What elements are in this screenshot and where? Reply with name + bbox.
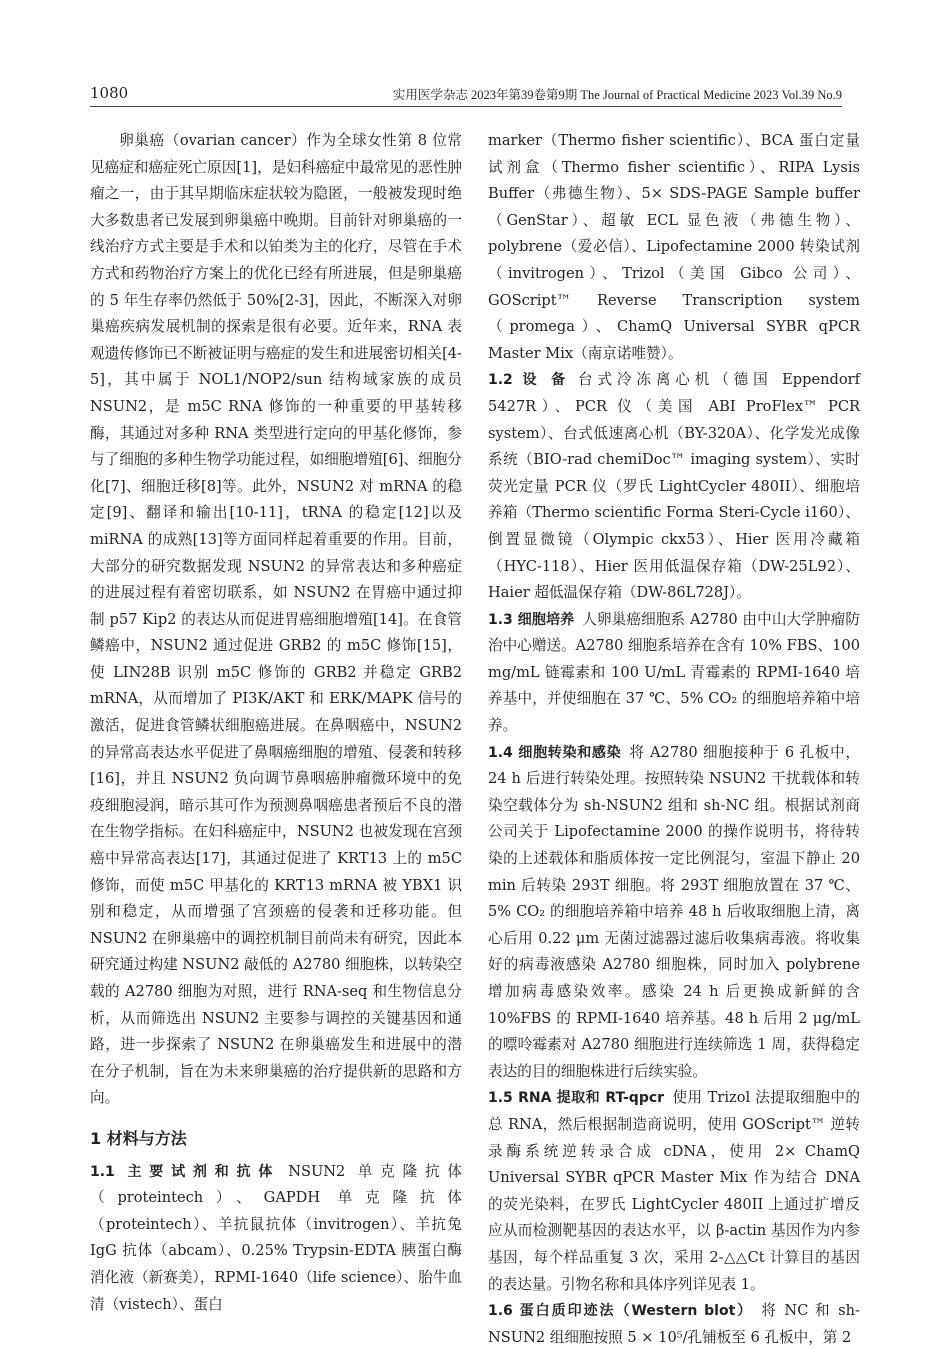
subsection-1-6-heading: 1.6 蛋白质印迹法（Western blot） [488, 1303, 754, 1320]
subsection-1-2-heading: 1.2 设 备 [488, 372, 571, 389]
page-number: 1080 [90, 84, 129, 102]
subsection-1-1-text: NSUN2 单克隆抗体（proteintech）、GAPDH 单克隆抗体（proteintech）、羊抗鼠抗体（invitrogen）、羊抗兔 IgG 抗体（abcam）、0.25% Trypsin-EDTA 胰蛋白酶消化液（新赛美），RPMI-1640（life science）、胎牛血清（vistech）、蛋白 [90, 1162, 462, 1313]
subsection-1-4-heading: 1.4 细胞转染和感染 [488, 744, 622, 761]
page-header [90, 84, 842, 107]
section-title-methods: 1 材料与方法 [90, 1128, 187, 1148]
journal-info: 实用医学杂志 2023年第39卷第9期 The Journal of Practical Medicine 2023 Vol.39 No.9 [392, 88, 842, 102]
left-column [90, 128, 462, 1328]
subsection-1-3-heading: 1.3 细胞培养 [488, 611, 575, 628]
subsection-1-5-text: 使用 Trizol 法提取细胞中的总 RNA，然后根据制造商说明，使用 GOScript™ 逆转录酶系统逆转录合成 cDNA，使用 2× ChamQ Universal SYBR qPCR Master Mix 作为结合 DNA 的荧光染料，在罗氏 LightCycler 480II 上通过扩增反应从而检测靶基因的表达水平，以 β-actin 基因作为内参基因，每个样品重复 3 次，采用 2-△△Ct 计算目的基因的表达量。引物名称和具体序列详见表 1。 [488, 1089, 860, 1293]
intro-paragraph: 卵巢癌（ovarian cancer）作为全球女性第 8 位常见癌症和癌症死亡原因[1]，是妇科癌症中最常见的恶性肿瘤之一，由于其早期临床症状较为隐匿，一般被发现时绝大多数患者已发展到卵巢癌中晚期。目前针对卵巢癌的一线治疗方式主要是手术和以铂类为主的化疗，尽管在手术方式和药物治疗方案上的优化已经有所进展，但是卵巢癌的 5 年生存率仍然低于 50%[2-3]，因此，不断深入对卵巢癌疾病发展机制的探索是很有必要。近年来，RNA 表观遗传修饰已不断被证明与癌症的发生和进展密切相关[4-5]，其中属于 NOL1/NOP2/sun 结构域家族的成员 NSUN2，是 m5C RNA 修饰的一种重要的甲基转移酶，其通过对多种 RNA 类型进行定向的甲基化修饰，参与了细胞的多种生物学功能过程，如细胞增殖[6]、细胞分化[7]、细胞迁移[8]等。此外，NSUN2 对 mRNA 的稳定[9]、翻译和输出[10-11]，tRNA 的稳定[12]以及 miRNA 的成熟[13]等方面同样起着重要的作用。目前，大部分的研究数据发现 NSUN2 的异常表达和多种癌症的进展过程有着密切联系，如 NSUN2 在胃癌中通过抑制 p57 Kip2 的表达从而促进胃癌细胞增殖[14]。在食管鳞癌中，NSUN2 通过促进 GRB2 的 m5C 修饰[15]，使 LIN28B 识别 m5C 修饰的 GRB2 并稳定 GRB2 mRNA，从而增加了 PI3K/AKT 和 ERK/MAPK 信号的激活，促进食管鳞状细胞癌进展。在鼻咽癌中，NSUN2 的异常高表达水平促进了鼻咽癌细胞的增殖、侵袭和转移[16]，并且 NSUN2 负向调节鼻咽癌肿瘤微环境中的免疫细胞浸润，暗示其可作为预测鼻咽癌患者预后不良的潜在生物学指标。在妇科癌症中，NSUN2 也被发现在宫颈癌中异常高表达[17]，其通过促进了 KRT13 上的 m5C 修饰，而使 m5C 甲基化的 KRT13 mRNA 被 YBX1 识别和稳定，从而增强了宫颈癌的侵袭和迁移功能。但 NSUN2 在卵巢癌中的调控机制目前尚未有研究，因此本研究通过构建 NSUN2 敲低的 A2780 细胞株，以转染空载的 A2780 细胞为对照，进行 RNA-seq 和生物信息分析，从而筛选出 NSUN2 主要参与调控的关键基因和通路，进一步探索了 NSUN2 在卵巢癌发生和进展中的潜在分子机制，旨在为未来卵巢癌的治疗提供新的思路和方向。 [90, 132, 462, 1107]
subsection-1-3-text: 人卵巢癌细胞系 A2780 由中山大学肿瘤防治中心赠送。A2780 细胞系培养在含有 10% FBS、100 mg/mL 链霉素和 100 U/mL 青霉素的 RPMI-1640 培养基中，并使细胞在 37 ℃、5% CO₂ 的细胞培养箱中培养。 [488, 610, 860, 735]
subsection-1-5 [488, 1085, 860, 1298]
subsection-1-4-text: 将 A2780 细胞接种于 6 孔板中，24 h 后进行转染处理。按照转染 NSUN2 干扰载体和转染空载体分为 sh-NSUN2 组和 sh-NC 组。根据试剂商公司关于 Lipofectamine 2000 的操作说明书，将待转染的上述载体和脂质体按一定比例混匀，室温下静止 20 min 后转染 293T 细胞。将 293T 细胞放置在 37 ℃、5% CO₂ 的细胞培养箱中培养 48 h 后收取细胞上清，离心后用 0.22 μm 无菌过滤器过滤后收集病毒液。将收集好的病毒液感染 A2780 细胞株，同时加入 polybrene 增加病毒感染效率。感染 24 h 后更换成新鲜的含 10%FBS 的 RPMI-1640 培养基。48 h 后用 2 μg/mL 的嘌呤霉素对 A2780 细胞进行连续筛选 1 周，获得稳定表达的目的细胞株进行后续实验。 [488, 743, 860, 1080]
subsection-1-1 [90, 1159, 462, 1319]
subsection-1-2 [488, 367, 860, 606]
subsection-1-6 [488, 1298, 860, 1351]
subsection-1-1-heading: 1.1 主要试剂和抗体 [90, 1163, 281, 1180]
subsection-1-4 [488, 740, 860, 1086]
subsection-1-5-heading: 1.5 RNA 提取和 RT-qpcr [488, 1090, 665, 1107]
subsection-1-6-text: 将 NC 和 sh-NSUN2 组细胞按照 5 × 10⁵/孔铺板至 6 孔板中，第 2 [488, 1302, 860, 1346]
subsection-1-2-text: 台式冷冻离心机（德国 Eppendorf 5427R）、PCR 仪（美国 ABI ProFlex™ PCR system）、台式低速离心机（BY-320A）、化学发光成像系统（BIO-rad chemiDoc™ imaging system）、实时荧光定量 PCR 仪（罗氏 LightCycler 480II）、细胞培养箱（Thermo scientific Forma Steri-Cycle i160）、倒置显微镜（Olympic ckx53）、Hier 医用冷藏箱（HYC-118）、Hier 医用低温保存箱（DW-25L92）、Haier 超低温保存箱（DW-86L728J）。 [488, 371, 860, 602]
subsection-1-3 [488, 607, 860, 740]
right-column [488, 128, 860, 1346]
reagents-continuation: marker（Thermo fisher scientific）、BCA 蛋白定量试剂盒（Thermo fisher scientific）、RIPA Lysis Buffer（弗德生物）、5× SDS-PAGE Sample buffer（GenStar）、超敏 ECL 显色液（弗德生物）、polybrene（爱必信）、Lipofectamine 2000 转染试剂（invitrogen）、Trizol（美国 Gibco 公司）、GOScript™ Reverse Transcription system（promega）、ChamQ Universal SYBR qPCR Master Mix（南京诺唯赞）。 [488, 132, 860, 362]
